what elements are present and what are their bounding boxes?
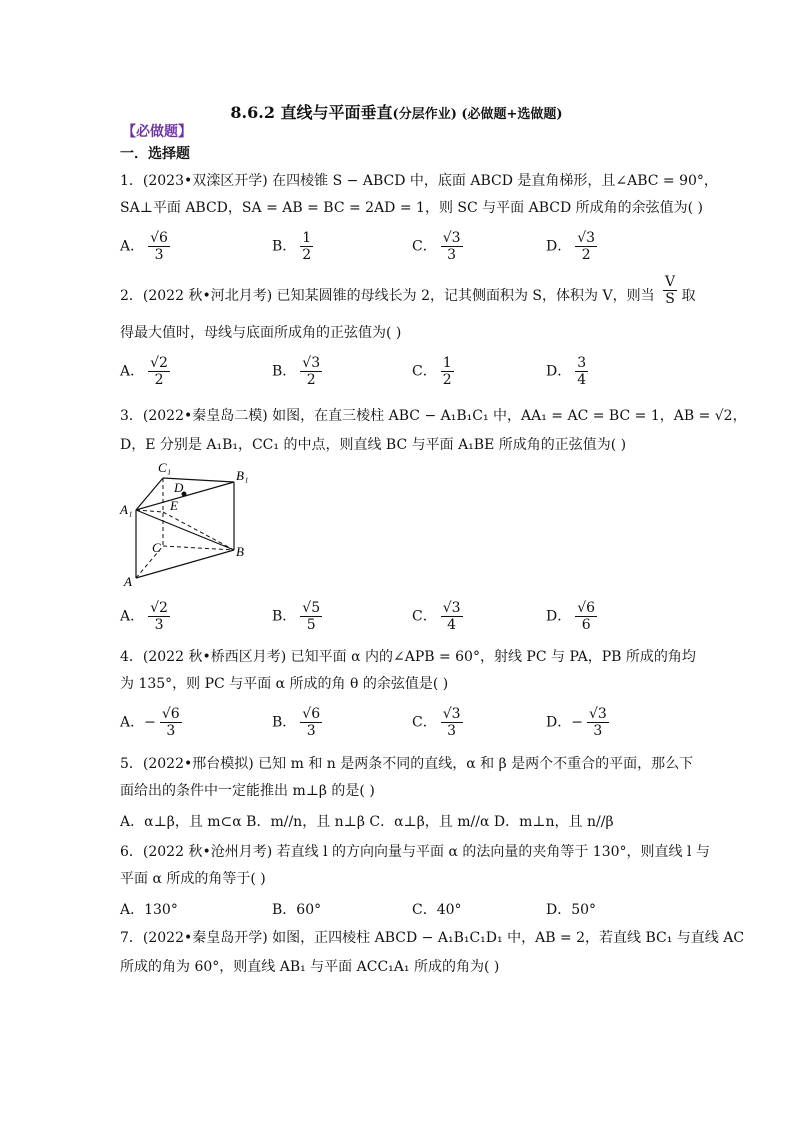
- option-fraction: [441, 706, 463, 739]
- minus-sign: −: [571, 714, 583, 731]
- option-fraction: [441, 230, 463, 263]
- radicand: 2: [159, 600, 168, 616]
- option-label: C．: [412, 608, 437, 625]
- option-fraction: [300, 355, 322, 388]
- q3-option-d: [546, 600, 597, 633]
- q2-text-2: 得最大值时，母线与底面所成角的正弦值为( ): [120, 325, 402, 341]
- option-label: A．: [120, 238, 145, 255]
- option-label: A．: [120, 714, 145, 731]
- radicand: 3: [597, 706, 607, 722]
- sqrt-sign: √: [442, 600, 452, 616]
- sqrt-sign: √: [302, 600, 312, 616]
- denominator: 4: [577, 372, 587, 388]
- radicand: 3: [451, 230, 461, 246]
- option-label: C．: [412, 238, 437, 255]
- q1-option-b: [272, 230, 313, 263]
- numerator: [148, 600, 170, 617]
- label-c1: C₁: [158, 460, 172, 475]
- sqrt-sign: √: [161, 706, 171, 722]
- q6-text-1: 6．(2022 秋•沧州月考) 若直线 l 的方向向量与平面 α 的法向量的夹角等于 130°，则直线 l 与: [120, 844, 710, 860]
- q5-text-2: 面给出的条件中一定能推出 m⊥β 的是( ): [120, 783, 375, 799]
- denominator: 2: [154, 372, 164, 388]
- radicand: 2: [159, 355, 168, 371]
- numerator: [575, 230, 597, 247]
- q2-option-b: [272, 355, 322, 388]
- option-fraction: [148, 600, 170, 633]
- q3-option-a: [120, 600, 170, 633]
- q6-option-d: D．50°: [546, 902, 597, 918]
- radicand: 6: [170, 706, 180, 722]
- edge-ab: [136, 550, 234, 578]
- radicand: 6: [311, 706, 321, 722]
- numerator: [441, 600, 463, 617]
- option-fraction: [575, 600, 597, 633]
- option-label: D．: [546, 363, 572, 380]
- edge-eb: [163, 512, 234, 550]
- numerator: 1: [442, 355, 452, 371]
- denominator: 3: [447, 723, 457, 739]
- q3-option-c: [412, 600, 463, 633]
- denominator: 2: [302, 247, 312, 263]
- sqrt-sign: √: [577, 230, 587, 246]
- numerator: [160, 706, 182, 723]
- q5-options: A．α⊥β，且 m⊂α B．m//n，且 n⊥β C．α⊥β，且 m//α D．m⊥n，且 n//β: [120, 814, 614, 830]
- q4-text-2: 为 135°，则 PC 与平面 α 所成的角 θ 的余弦值是( ): [120, 676, 449, 692]
- option-fraction: [148, 230, 170, 263]
- minus-sign: −: [144, 714, 156, 731]
- numerator: [441, 230, 463, 247]
- option-label: D．: [546, 608, 572, 625]
- numerator: 3: [577, 355, 587, 371]
- edge-a1c1: [136, 478, 163, 510]
- denominator: 3: [154, 247, 164, 263]
- denominator: 3: [306, 723, 316, 739]
- sqrt-sign: √: [442, 706, 452, 722]
- label-c: C: [152, 540, 161, 555]
- option-label: B．: [272, 714, 297, 731]
- denominator: 5: [306, 617, 316, 633]
- option-fraction: [148, 355, 170, 388]
- q3-text-1: 3．(2022•秦皇岛二模) 如图，在直三棱柱 ABC − A₁B₁C₁ 中，AA₁ = AC = BC = 1，AB = √2，: [120, 408, 747, 424]
- prism-figure: [118, 460, 268, 590]
- option-label: C．: [412, 714, 437, 731]
- numerator: [441, 706, 463, 723]
- option-fraction: [300, 706, 322, 739]
- option-fraction: [441, 355, 454, 388]
- denominator: 4: [447, 617, 457, 633]
- label-b: B: [236, 544, 244, 559]
- page-title: 8.6.2 直线与平面垂直(分层作业) (必做题+选做题): [230, 103, 563, 122]
- option-label: C．: [412, 363, 437, 380]
- q4-text-1: 4．(2022 秋•桥西区月考) 已知平面 α 内的∠APB = 60°，射线 PC 与 PA，PB 所成的角均: [120, 649, 696, 665]
- numerator: [587, 706, 609, 723]
- denominator: 3: [166, 723, 176, 739]
- denominator: 3: [154, 617, 164, 633]
- q1-option-a: [120, 230, 170, 263]
- q4-option-a: [120, 706, 182, 739]
- option-label: A．: [120, 608, 145, 625]
- q4-option-c: [412, 706, 463, 739]
- sqrt-sign: √: [442, 230, 452, 246]
- option-label: B．: [272, 363, 297, 380]
- q4-option-b: [272, 706, 322, 739]
- option-fraction: [441, 600, 463, 633]
- q2-text-1: 2．(2022 秋•河北月考) 已知某圆锥的母线长为 2，记其侧面积为 S，体积为 V，则当 $\frac{V}{S}$ 取: [120, 273, 696, 307]
- numerator: [148, 230, 170, 247]
- denominator: 3: [447, 247, 457, 263]
- option-label: A．: [120, 363, 145, 380]
- label-a1: A₁: [120, 502, 133, 517]
- denominator: 6: [581, 617, 591, 633]
- q2-option-a: [120, 355, 170, 388]
- q6-option-a: A．130°: [120, 902, 178, 918]
- q7-text-1: 7．(2022•秦皇岛开学) 如图，正四棱柱 ABCD − A₁B₁C₁D₁ 中，AB = 2，若直线 BC₁ 与直线 AC: [120, 930, 745, 946]
- required-tag: 【必做题】: [122, 124, 192, 140]
- q6-option-b: B．60°: [272, 902, 322, 918]
- radicand: 3: [451, 600, 461, 616]
- option-fraction: [160, 706, 182, 739]
- label-d: D: [174, 480, 184, 495]
- label-e: E: [170, 498, 178, 513]
- sqrt-sign: √: [302, 355, 312, 371]
- denominator: 2: [442, 372, 452, 388]
- option-fraction: [575, 230, 597, 263]
- label-a: A: [124, 574, 132, 589]
- q5-text-1: 5．(2022•邢台模拟) 已知 m 和 n 是两条不同的直线，α 和 β 是两个不重合的平面，那么下: [120, 756, 694, 772]
- numerator: [300, 600, 322, 617]
- radicand: 6: [586, 600, 596, 616]
- sqrt-sign: √: [302, 706, 312, 722]
- option-label: B．: [272, 238, 297, 255]
- sqrt-sign: √: [150, 355, 160, 371]
- q3-text-2: D，E 分别是 A₁B₁，CC₁ 的中点，则直线 BC 与平面 A₁BE 所成角的正弦值为( ): [120, 437, 627, 453]
- radicand: 3: [451, 706, 461, 722]
- section-heading: 一．选择题: [120, 146, 190, 162]
- radicand: 5: [311, 600, 321, 616]
- option-label: D．: [546, 714, 572, 731]
- numerator: [300, 355, 322, 372]
- q1-text-1: 1．(2023•双滦区开学) 在四棱锥 S − ABCD 中，底面 ABCD 是直角梯形，且∠ABC = 90°，: [120, 173, 718, 189]
- sqrt-sign: √: [588, 706, 598, 722]
- edge-a1b: [136, 510, 234, 550]
- q1-option-c: [412, 230, 463, 263]
- q3-option-b: [272, 600, 322, 633]
- label-b1: B₁: [236, 468, 249, 483]
- numerator: [300, 706, 322, 723]
- q7-text-2: 所成的角为 60°，则直线 AB₁ 与平面 ACC₁A₁ 所成的角为( ): [120, 959, 500, 975]
- q6-text-2: 平面 α 所成的角等于( ): [120, 871, 266, 887]
- option-label: B．: [272, 608, 297, 625]
- option-fraction: [587, 706, 609, 739]
- edge-cb: [163, 546, 234, 550]
- denominator: 2: [581, 247, 591, 263]
- sqrt-sign: √: [150, 230, 160, 246]
- q1-text-2: SA⊥平面 ABCD，SA = AB = BC = 2AD = 1，则 SC 与平面 ABCD 所成角的余弦值为( ): [120, 200, 704, 216]
- radicand: 3: [586, 230, 596, 246]
- q1-option-d: [546, 230, 597, 263]
- denominator: 3: [593, 723, 603, 739]
- option-label: D．: [546, 238, 572, 255]
- q2-option-c: [412, 355, 454, 388]
- radicand: 3: [311, 355, 321, 371]
- numerator: [148, 355, 170, 372]
- q6-option-c: C．40°: [412, 902, 462, 918]
- option-fraction: [575, 355, 588, 388]
- radicand: 6: [159, 230, 168, 246]
- sqrt-sign: √: [577, 600, 587, 616]
- option-fraction: [300, 230, 313, 263]
- denominator: 2: [306, 372, 316, 388]
- q4-option-d: [546, 706, 609, 739]
- q2-fraction: $\frac{V}{S}$: [665, 273, 676, 307]
- option-fraction: [300, 600, 322, 633]
- numerator: 1: [302, 230, 312, 246]
- numerator: [575, 600, 597, 617]
- sqrt-sign: √: [150, 600, 160, 616]
- q2-option-d: [546, 355, 588, 388]
